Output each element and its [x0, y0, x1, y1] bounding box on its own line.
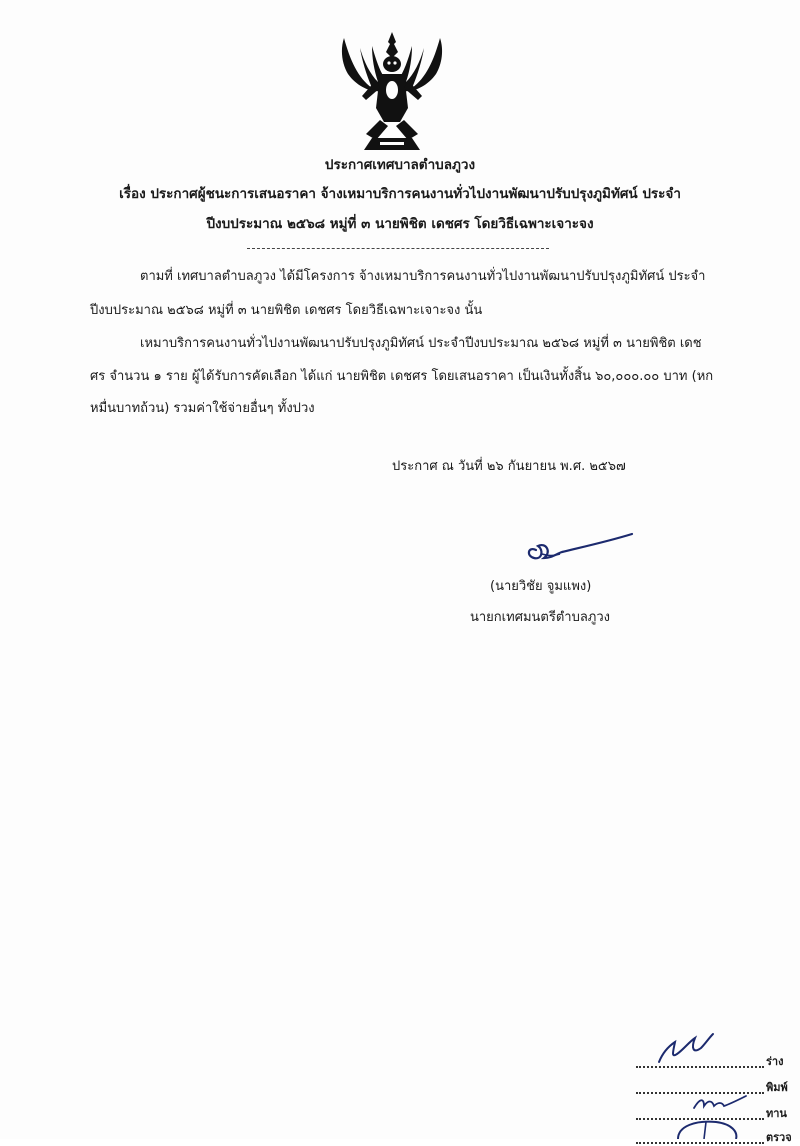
dashed-divider: [247, 248, 549, 249]
announcement-date: ประกาศ ณ วันที่ ๒๖ กันยายน พ.ศ. ๒๕๖๗: [392, 459, 626, 474]
body-paragraph-line: ศร จำนวน ๑ ราย ผู้ได้รับการคัดเลือก ได้แก่ นายพิชิต เดชศร โดยเสนอราคา เป็นเงินทั้งสิ้น ๖๐,๐๐๐.๐๐ บาท (หก: [90, 369, 714, 384]
initials-row: [636, 1102, 796, 1122]
initials-label: พิมพ์: [766, 1081, 788, 1094]
initials-row: [636, 1126, 796, 1146]
initials-dotted-line: [636, 1118, 764, 1120]
initials-dotted-line: [636, 1142, 764, 1144]
body-paragraph-line: ปีงบประมาณ ๒๕๖๘ หมู่ที่ ๓ นายพิชิต เดชศร โดยวิธีเฉพาะเจาะจง นั้น: [90, 303, 483, 318]
body-paragraph-line: หมื่นบาทถ้วน) รวมค่าใช้จ่ายอื่นๆ ทั้งปวง: [90, 401, 315, 416]
subject-line-2: ปีงบประมาณ ๒๕๖๘ หมู่ที่ ๓ นายพิชิต เดชศร โดยวิธีเฉพาะเจาะจง: [206, 216, 594, 232]
initials-dotted-line: [636, 1092, 764, 1094]
signer-title: นายกเทศมนตรีตำบลภูวง: [470, 610, 610, 625]
initials-label: ทาน: [766, 1107, 787, 1120]
announcer-title: ประกาศเทศบาลตำบลภูวง: [324, 157, 476, 173]
initials-row: [636, 1050, 796, 1070]
garuda-emblem-icon: [336, 30, 448, 154]
body-paragraph-line: ตามที่ เทศบาลตำบลภูวง ได้มีโครงการ จ้างเหมาบริการคนงานทั่วไปงานพัฒนาปรับปรุงภูมิทัศน์ ประจำ: [140, 269, 706, 284]
signer-name: (นายวิชัย จูมแพง): [490, 579, 592, 594]
initials-label: ตรวจ: [766, 1131, 792, 1144]
signature-mark: [518, 528, 638, 568]
initials-row: [636, 1076, 796, 1096]
initials-label: ร่าง: [766, 1055, 784, 1068]
subject-line-1: เรื่อง ประกาศผู้ชนะการเสนอราคา จ้างเหมาบริการคนงานทั่วไปงานพัฒนาปรับปรุงภูมิทัศน์ ประจำ: [119, 186, 681, 202]
initials-dotted-line: [636, 1066, 764, 1068]
body-paragraph-line: เหมาบริการคนงานทั่วไปงานพัฒนาปรับปรุงภูมิทัศน์ ประจำปีงบประมาณ ๒๕๖๘ หมู่ที่ ๓ นายพิชิต เดช: [140, 336, 702, 351]
